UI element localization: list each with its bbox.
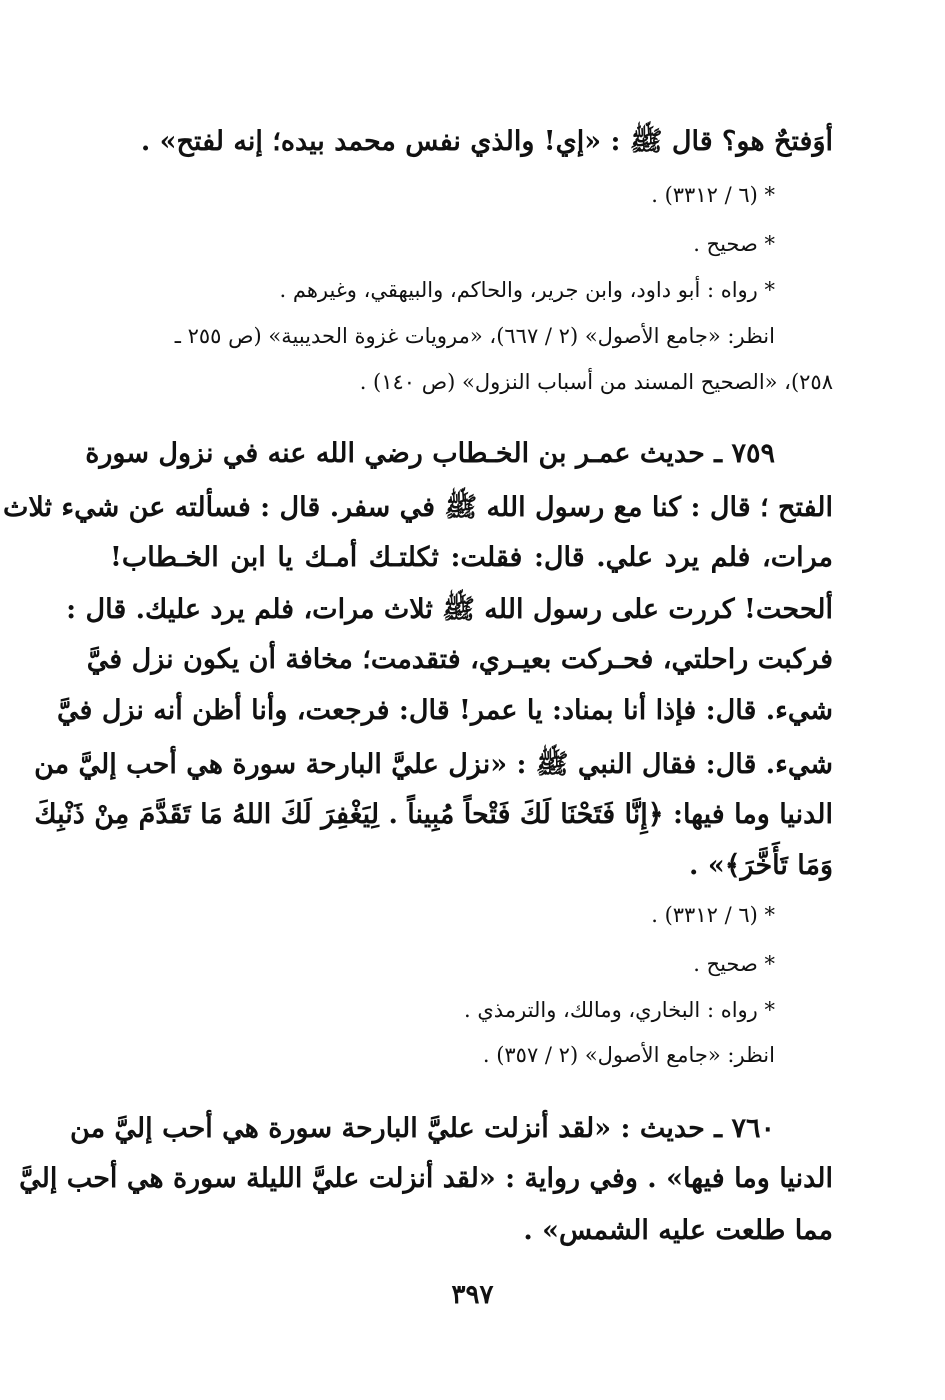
hadith-759-line: مرات، فلم يرد علي. قال: فقلت: ثكلتـك أمـك يا ابن الخـطاب! xyxy=(110,542,833,573)
hadith-759-line: الدنيا وما فيها: ﴿إِنَّا فَتَحْنَا لَكَ فَتْحاً مُبِيناً . لِيَغْفِرَ لَكَ اللهُ مَا تَقَدَّمَ مِنْ ذَنْبِكَ xyxy=(34,799,833,830)
hadith-759-see: انظر: «جامع الأصول» (٢ / ٣٥٧) . xyxy=(482,1043,775,1067)
prev-see-line-1: انظر: «جامع الأصول» (٢ / ٦٦٧)، «مرويات غزوة الحديبية» (ص ٢٥٥ ـ xyxy=(174,324,775,348)
hadith-759-line: ألححت! كررت على رسول الله ﷺ ثلاث مرات، فلم يرد عليك. قال : xyxy=(66,594,833,625)
hadith-759-ref: * (٦ / ٣٣١٢) . xyxy=(651,903,775,927)
hadith-759-line: شيء. قال: فقال النبي ﷺ : «نزل عليَّ البارحة سورة هي أحب إليَّ من xyxy=(34,749,833,780)
hadith-760-line: ٧٦٠ ـ حديث : «لقد أنزلت عليَّ البارحة سورة هي أحب إليَّ من xyxy=(70,1113,775,1144)
hadith-759-line: الفتح ؛ قال : كنا مع رسول الله ﷺ في سفر. قال : فسألته عن شيء ثلاث xyxy=(2,492,833,523)
prev-narrators: * رواه : أبو داود، وابن جرير، والحاكم، والبيهقي، وغيرهم . xyxy=(279,278,775,302)
prev-see-line-2: ٢٥٨)، «الصحيح المسند من أسباب النزول» (ص ١٤٠) . xyxy=(359,370,833,394)
hadith-759-line: ٧٥٩ ـ حديث عمـر بن الخـطاب رضي الله عنه في نزول سورة xyxy=(85,438,775,469)
hadith-759-grade: * صحيح . xyxy=(693,952,775,976)
hadith-759-line: شيء. قال: فإذا أنا بمناد: يا عمر! قال: فرجعت، وأنا أظن أنه نزل فيَّ xyxy=(57,695,833,726)
hadith-759-narrators: * رواه : البخاري، ومالك، والترمذي . xyxy=(464,998,775,1022)
hadith-760-line: الدنيا وما فيها» . وفي رواية : «لقد أنزلت عليَّ الليلة سورة هي أحب إليَّ xyxy=(19,1163,833,1194)
hadith-759-line: وَمَا تَأَخَّرَ﴾» . xyxy=(689,850,833,881)
prev-ref: * (٦ / ٣٣١٢) . xyxy=(651,183,775,207)
hadith-760-line: مما طلعت عليه الشمس» . xyxy=(523,1215,833,1246)
prev-grade: * صحيح . xyxy=(693,232,775,256)
page-number: ٣٩٧ xyxy=(451,1280,494,1310)
prev-hadith-ending: أوَفتحٌ هو؟ قال ﷺ : «إي! والذي نفس محمد بيده؛ إنه لفتح» . xyxy=(140,126,833,157)
hadith-759-line: فركبت راحلتي، فحـركت بعيـري، فتقدمت؛ مخافة أن يكون نزل فيَّ xyxy=(86,644,833,675)
